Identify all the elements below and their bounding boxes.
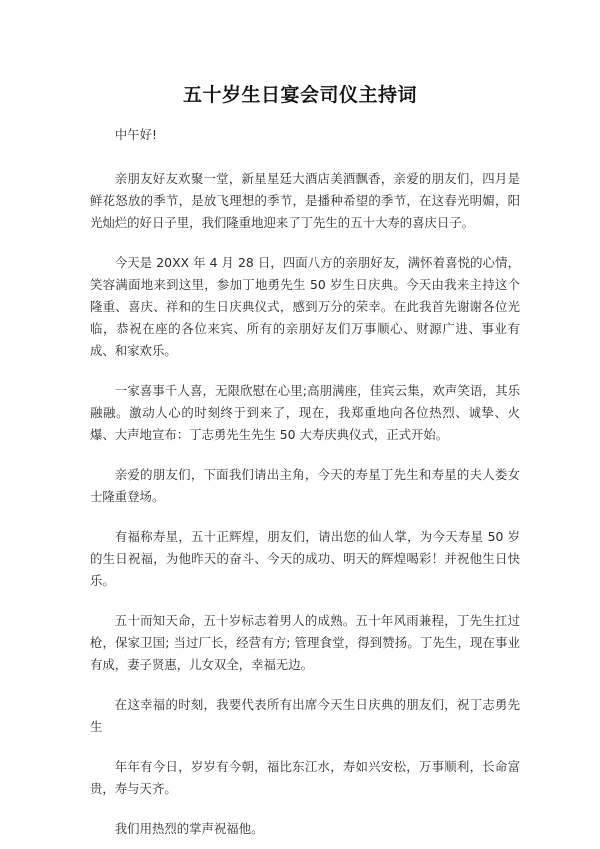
- welcome-paragraph: 今天是 20XX 年 4 月 28 日，四面八方的亲朋好友，满怀着喜悦的心情，笑容满面地来到这里，参加丁地勇先生 50 岁生日庆典。今天由我来主持这个隆重、喜庆、祥和的生日庆典仪式，感到万分的荣幸。在此我首先谢谢各位光临，恭祝在座的各位来宾、所有的亲朋好友们万事顺心、财源广进、事业有成、和家欢乐。: [90, 255, 520, 358]
- biography-paragraph: 五十而知天命，五十岁标志着男人的成熟。五十年风雨兼程，丁先生扛过枪，保家卫国; 当过厂长，经营有方; 管理食堂，得到赞扬。丁先生，现在事业有成，妻子贤惠，儿女双全，幸福无边。: [90, 613, 520, 672]
- ceremony-start-paragraph: 一家喜事千人喜，无限欣慰在心里;高朋满座，佳宾云集，欢声笑语，其乐融融。激动人心的时刻终于到来了，现在，我郑重地向各位热烈、诚挚、火爆、大声地宣布：丁志勇先生先生 50 大寿庆典仪式，正式开始。: [90, 383, 520, 442]
- blessing-paragraph: 年年有今日，岁岁有今朝，福比东江水，寿如兴安松，万事顺利，长命富贵，寿与天齐。: [90, 759, 520, 796]
- introduction-paragraph: 亲爱的朋友们，下面我们请出主角，今天的寿星丁先生和寿星的夫人娄女士隆重登场。: [90, 467, 520, 504]
- applause-paragraph: 有福称寿星，五十正辉煌，朋友们，请出您的仙人掌，为今天寿星 50 岁的生日祝福，为他昨天的奋斗、今天的成功、明天的辉煌喝彩！并祝他生日快乐。: [90, 529, 520, 588]
- opening-paragraph: 亲朋友好友欢聚一堂，新星星廷大酒店美酒飘香，亲爱的朋友们，四月是鲜花怒放的季节，是放飞理想的季节，是播种希望的季节，在这春光明媚，阳光灿烂的好日子里，我们隆重地迎来了丁先生的五十大寿的喜庆日子。: [90, 171, 520, 230]
- document-body: [90, 124, 520, 840]
- blessing-intro-paragraph: 在这幸福的时刻，我要代表所有出席今天生日庆典的朋友们，祝丁志勇先生: [90, 697, 520, 734]
- greeting-paragraph: 中午好!: [114, 127, 157, 142]
- closing-paragraph: 我们用热烈的掌声祝福他。: [114, 821, 264, 836]
- document-title: 五十岁生日宴会司仪主持词: [182, 84, 417, 106]
